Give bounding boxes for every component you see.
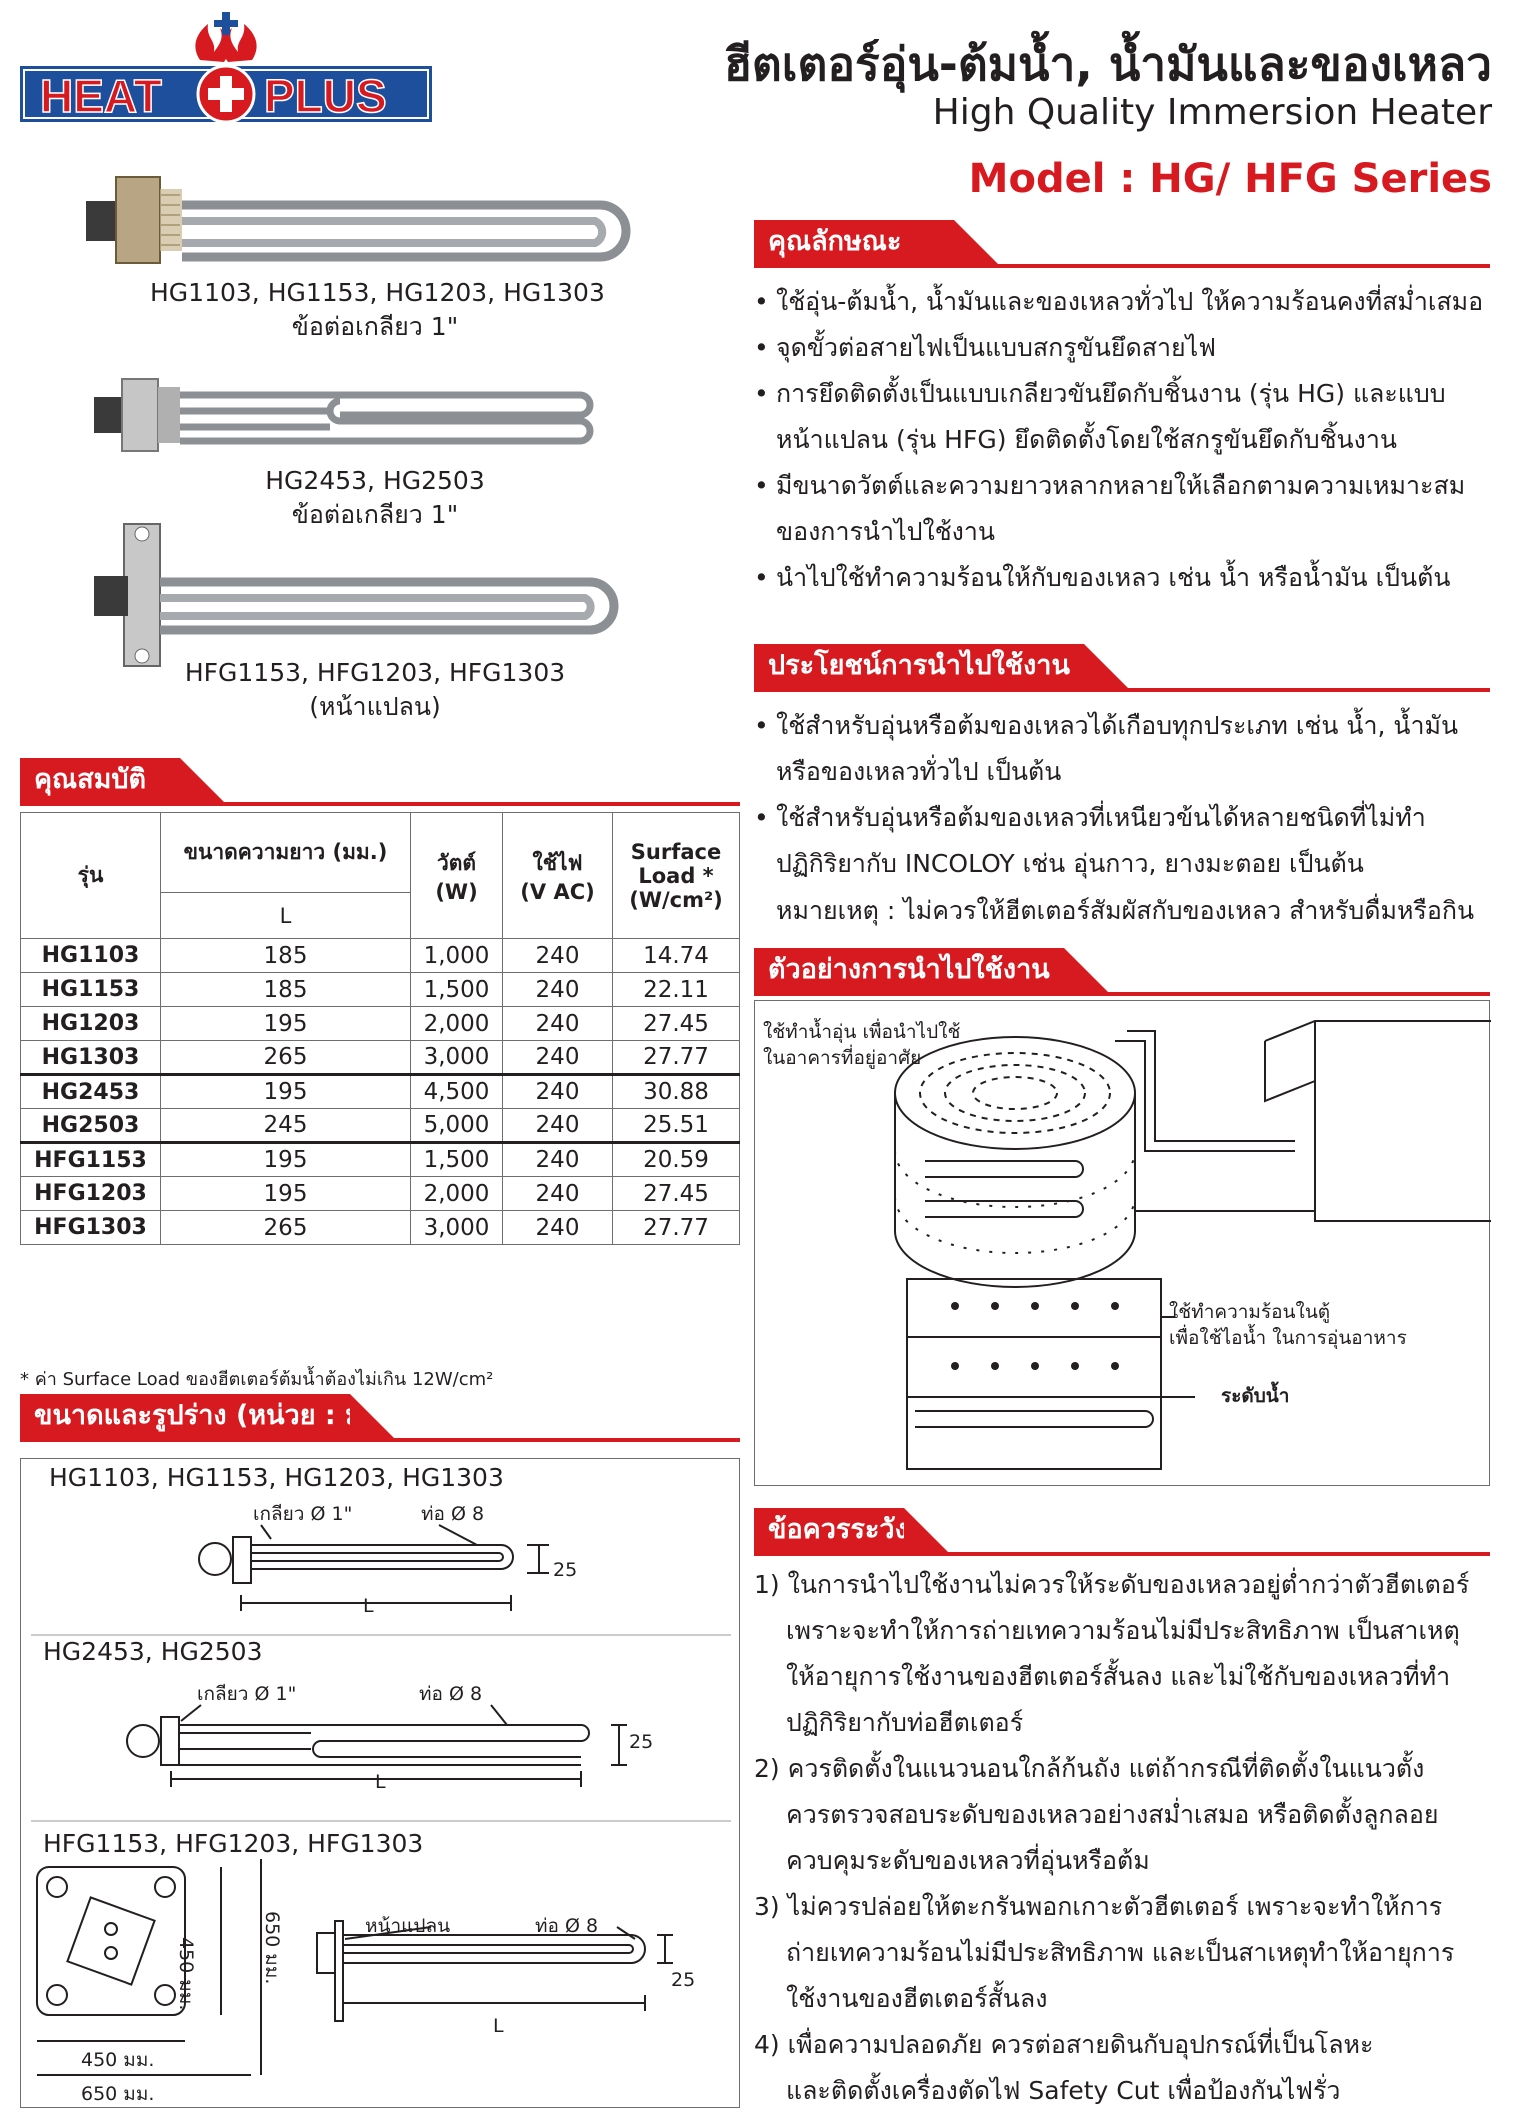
table-cell-V: 240	[503, 1075, 613, 1109]
table-cell-V: 240	[503, 1211, 613, 1245]
heater-image-hg1	[80, 165, 640, 279]
dim-1-title: HG1103, HG1153, HG1203, HG1303	[49, 1463, 504, 1492]
page-title: ฮีตเตอร์อุ่น-ต้มน้ำ, น้ำมันและของเหลว	[723, 37, 1492, 91]
specs-heading: คุณสมบัติ	[20, 758, 180, 802]
product-2-note: ข้อต่อเกลียว 1"	[291, 500, 459, 529]
dim-3-width-450: 450 มม.	[81, 2049, 155, 2071]
table-row	[21, 973, 740, 1007]
table-cell-W: 3,000	[411, 1041, 503, 1075]
table-cell-L: 195	[161, 1075, 411, 1109]
list-item: • นำไปใช้ทำความร้อนให้กับของเหลว เช่น น้ำ หรือน้ำมัน เป็นต้น	[754, 555, 1494, 601]
col-length: ขนาดความยาว (มม.)	[161, 813, 411, 893]
table-cell-W: 1,000	[411, 939, 503, 973]
table-cell-L: 265	[161, 1211, 411, 1245]
dim-1-thread: เกลียว Ø 1"	[253, 1503, 353, 1525]
dim-3-flange: หน้าแปลน	[365, 1915, 451, 1937]
caution-line: ควบคุมระดับของเหลวที่อุ่นหรือต้ม	[786, 1846, 1150, 1875]
dimensions-heading-bar	[20, 1394, 740, 1442]
table-cell-model: HG1203	[21, 1007, 161, 1041]
list-item-continued: หน้าแปลน (รุ่น HFG) ยึดติดตั้งโดยใช้สกรูขันยึดกับชิ้นงาน	[776, 425, 1397, 454]
caution-line: เพราะจะทำให้การถ่ายเทความร้อนไม่มีประสิทธิภาพ เป็นสาเหตุ	[786, 1616, 1460, 1645]
list-item-continued: หรือของเหลวทั่วไป เป็นต้น	[776, 757, 1062, 786]
model-series: Model : HG/ HFG Series	[968, 156, 1492, 202]
caution-line: 2) ควรติดตั้งในแนวนอนใกล้ก้นถัง แต่ถ้ากรณีที่ติดตั้งในแนวตั้ง	[754, 1754, 1425, 1783]
benefits-list	[754, 703, 1494, 887]
table-cell-L: 195	[161, 1177, 411, 1211]
table-cell-V: 240	[503, 1041, 613, 1075]
cautions-heading: ข้อควรระวัง	[754, 1508, 904, 1552]
col-watt: วัตต์ (W)	[411, 813, 503, 939]
col-volt: ใช้ไฟ (V AC)	[503, 813, 613, 939]
table-cell-model: HG2453	[21, 1075, 161, 1109]
table-cell-S: 30.88	[613, 1075, 740, 1109]
table-cell-L: 265	[161, 1041, 411, 1075]
table-cell-S: 27.45	[613, 1007, 740, 1041]
table-row	[21, 1109, 740, 1143]
surface-load-note: * ค่า Surface Load ของฮีตเตอร์ต้มน้ำต้องไม่เกิน 12W/cm²	[20, 1369, 494, 1390]
dimensions-heading: ขนาดและรูปร่าง (หน่วย : มม.)	[20, 1394, 350, 1438]
dim-2-height: 25	[629, 1731, 654, 1753]
dim-1-pipe: ท่อ Ø 8	[421, 1503, 485, 1525]
spec-table	[20, 812, 740, 1245]
cautions-list	[754, 1562, 1469, 2114]
caution-line: ถ่ายเทความร้อนไม่มีประสิทธิภาพ และเป็นสาเหตุทำให้อายุการ	[786, 1938, 1455, 1967]
list-item-continued: ของการนำไปใช้งาน	[776, 517, 995, 546]
benefits-heading: ประโยชน์การนำไปใช้งาน	[754, 644, 1084, 688]
dim-3-vert-450: 450 มม.	[175, 1937, 197, 2011]
table-cell-W: 5,000	[411, 1109, 503, 1143]
table-cell-V: 240	[503, 1143, 613, 1177]
caution-line: ใช้งานของฮีตเตอร์สั้นลง	[786, 1984, 1048, 2013]
table-row	[21, 1177, 740, 1211]
product-3-models: HFG1153, HFG1203, HFG1303	[184, 658, 566, 687]
dimension-drawing-lines	[21, 1459, 741, 2109]
table-cell-W: 2,000	[411, 1177, 503, 1211]
table-cell-L: 245	[161, 1109, 411, 1143]
caution-line: 4) เพื่อความปลอดภัย ควรต่อสายดินกับอุปกรณ์ที่เป็นโลหะ	[754, 2030, 1374, 2059]
water-level-label: ระดับน้ำ	[1221, 1385, 1290, 1407]
product-3-note: (หน้าแปลน)	[309, 692, 441, 721]
dimension-drawings	[20, 1458, 740, 2108]
table-row	[21, 1041, 740, 1075]
col-model: รุ่น	[21, 813, 161, 939]
table-cell-model: HG1153	[21, 973, 161, 1007]
dim-3-length: L	[493, 2015, 504, 2037]
dim-3-title: HFG1153, HFG1203, HFG1303	[43, 1829, 424, 1858]
table-cell-S: 25.51	[613, 1109, 740, 1143]
specs-heading-bar	[20, 758, 740, 806]
table-cell-model: HFG1203	[21, 1177, 161, 1211]
features-heading-bar	[754, 220, 1490, 268]
caution-line: 1) ในการนำไปใช้งานไม่ควรให้ระดับของเหลวอยู่ต่ำกว่าตัวฮีตเตอร์	[754, 1570, 1470, 1599]
dim-2-thread: เกลียว Ø 1"	[197, 1683, 297, 1705]
product-1-models: HG1103, HG1153, HG1203, HG1303	[150, 278, 605, 307]
examples-illustration	[754, 1000, 1490, 1486]
dim-2-length: L	[375, 1771, 386, 1793]
brand-logo	[20, 10, 432, 122]
page-subtitle: High Quality Immersion Heater	[932, 92, 1492, 133]
heater-image-hg2	[90, 365, 630, 469]
logo-heat-text: HEAT	[40, 70, 162, 122]
list-item: • มีขนาดวัตต์และความยาวหลากหลายให้เลือกตามความเหมาะสม	[754, 463, 1494, 509]
heater-image-hfg	[90, 520, 630, 674]
table-row	[21, 939, 740, 973]
caution-line: ให้อายุการใช้งานของฮีตเตอร์สั้นลง และไม่ใช้กับของเหลวที่ทำ	[786, 1662, 1451, 1691]
table-cell-model: HFG1153	[21, 1143, 161, 1177]
product-2-models: HG2453, HG2503	[265, 466, 485, 495]
table-cell-L: 195	[161, 1143, 411, 1177]
table-cell-model: HFG1303	[21, 1211, 161, 1245]
table-row	[21, 1075, 740, 1109]
table-cell-L: 185	[161, 973, 411, 1007]
table-cell-L: 185	[161, 939, 411, 973]
list-item: • การยึดติดตั้งเป็นแบบเกลียวขันยึดกับชิ้นงาน (รุ่น HG) และแบบ	[754, 371, 1494, 417]
benefits-remark: หมายเหตุ : ไม่ควรให้ฮีตเตอร์สัมผัสกับของเหลว สำหรับดื่มหรือกิน	[776, 896, 1475, 925]
examples-heading-bar	[754, 948, 1490, 996]
product-1-note: ข้อต่อเกลียว 1"	[291, 312, 459, 341]
example-1-line-2: ในอาคารที่อยู่อาศัย	[763, 1047, 922, 1069]
dim-1-height: 25	[553, 1559, 578, 1581]
table-cell-S: 20.59	[613, 1143, 740, 1177]
table-cell-S: 22.11	[613, 973, 740, 1007]
table-cell-model: HG1103	[21, 939, 161, 973]
features-list	[754, 279, 1494, 601]
dim-3-width-650: 650 มม.	[81, 2083, 155, 2105]
table-cell-model: HG2503	[21, 1109, 161, 1143]
dim-3-height: 25	[671, 1969, 696, 1991]
list-item-continued: ปฏิกิริยากับ INCOLOY เช่น อุ่นกาว, ยางมะตอย เป็นต้น	[776, 849, 1364, 878]
table-cell-S: 27.77	[613, 1211, 740, 1245]
flame-icon	[195, 12, 256, 62]
table-cell-V: 240	[503, 1177, 613, 1211]
table-cell-model: HG1303	[21, 1041, 161, 1075]
table-cell-V: 240	[503, 939, 613, 973]
benefits-heading-bar	[754, 644, 1490, 692]
caution-line: 3) ไม่ควรปล่อยให้ตะกรันพอกเกาะตัวฮีตเตอร์ เพราะจะทำให้การ	[754, 1892, 1443, 1921]
water-tank-diagram	[755, 1001, 1491, 1487]
list-item: • จุดขั้วต่อสายไฟเป็นแบบสกรูขันยึดสายไฟ	[754, 325, 1494, 371]
list-item: • ใช้อุ่น-ต้มน้ำ, น้ำมันและของเหลวทั่วไป ให้ความร้อนคงที่สม่ำเสมอ	[754, 279, 1494, 325]
table-cell-W: 1,500	[411, 973, 503, 1007]
table-cell-W: 4,500	[411, 1075, 503, 1109]
table-row	[21, 1143, 740, 1177]
example-2-line-2: เพื่อใช้ไอน้ำ ในการอุ่นอาหาร	[1169, 1327, 1407, 1349]
features-heading: คุณลักษณะ	[754, 220, 954, 264]
table-cell-S: 27.45	[613, 1177, 740, 1211]
table-row	[21, 1211, 740, 1245]
caution-line: ปฏิกิริยากับท่อฮีตเตอร์	[786, 1708, 1024, 1737]
table-cell-S: 27.77	[613, 1041, 740, 1075]
table-cell-L: 195	[161, 1007, 411, 1041]
caution-line: ควรตรวจสอบระดับของเหลวอย่างสม่ำเสมอ หรือติดตั้งลูกลอย	[786, 1800, 1439, 1829]
table-cell-V: 240	[503, 973, 613, 1007]
dim-3-pipe: ท่อ Ø 8	[535, 1915, 599, 1937]
dim-3-vert-650: 650 มม.	[261, 1911, 283, 1985]
table-cell-V: 240	[503, 1109, 613, 1143]
dim-2-pipe: ท่อ Ø 8	[419, 1683, 483, 1705]
table-cell-V: 240	[503, 1007, 613, 1041]
col-length-sub: L	[161, 893, 411, 939]
col-surface-load: Surface Load * (W/cm²)	[613, 813, 740, 939]
list-item: • ใช้สำหรับอุ่นหรือต้มของเหลวที่เหนียวข้นได้หลายชนิดที่ไม่ทำ	[754, 795, 1494, 841]
table-row	[21, 1007, 740, 1041]
table-cell-S: 14.74	[613, 939, 740, 973]
logo-plus-text: PLUS	[264, 70, 387, 122]
dim-1-length: L	[363, 1595, 374, 1617]
example-1-line-1: ใช้ทำน้ำอุ่น เพื่อนำไปใช้	[763, 1021, 961, 1043]
table-cell-W: 1,500	[411, 1143, 503, 1177]
list-item: • ใช้สำหรับอุ่นหรือต้มของเหลวได้เกือบทุกประเภท เช่น น้ำ, น้ำมัน	[754, 703, 1494, 749]
examples-heading: ตัวอย่างการนำไปใช้งาน	[754, 948, 1064, 992]
table-cell-W: 3,000	[411, 1211, 503, 1245]
dim-2-title: HG2453, HG2503	[43, 1637, 263, 1666]
caution-line: และติดตั้งเครื่องตัดไฟ Safety Cut เพื่อป้องกันไฟรั่ว	[786, 2076, 1341, 2105]
example-2-line-1: ใช้ทำความร้อนในตู้	[1169, 1301, 1331, 1323]
cautions-heading-bar	[754, 1508, 1490, 1556]
table-cell-W: 2,000	[411, 1007, 503, 1041]
